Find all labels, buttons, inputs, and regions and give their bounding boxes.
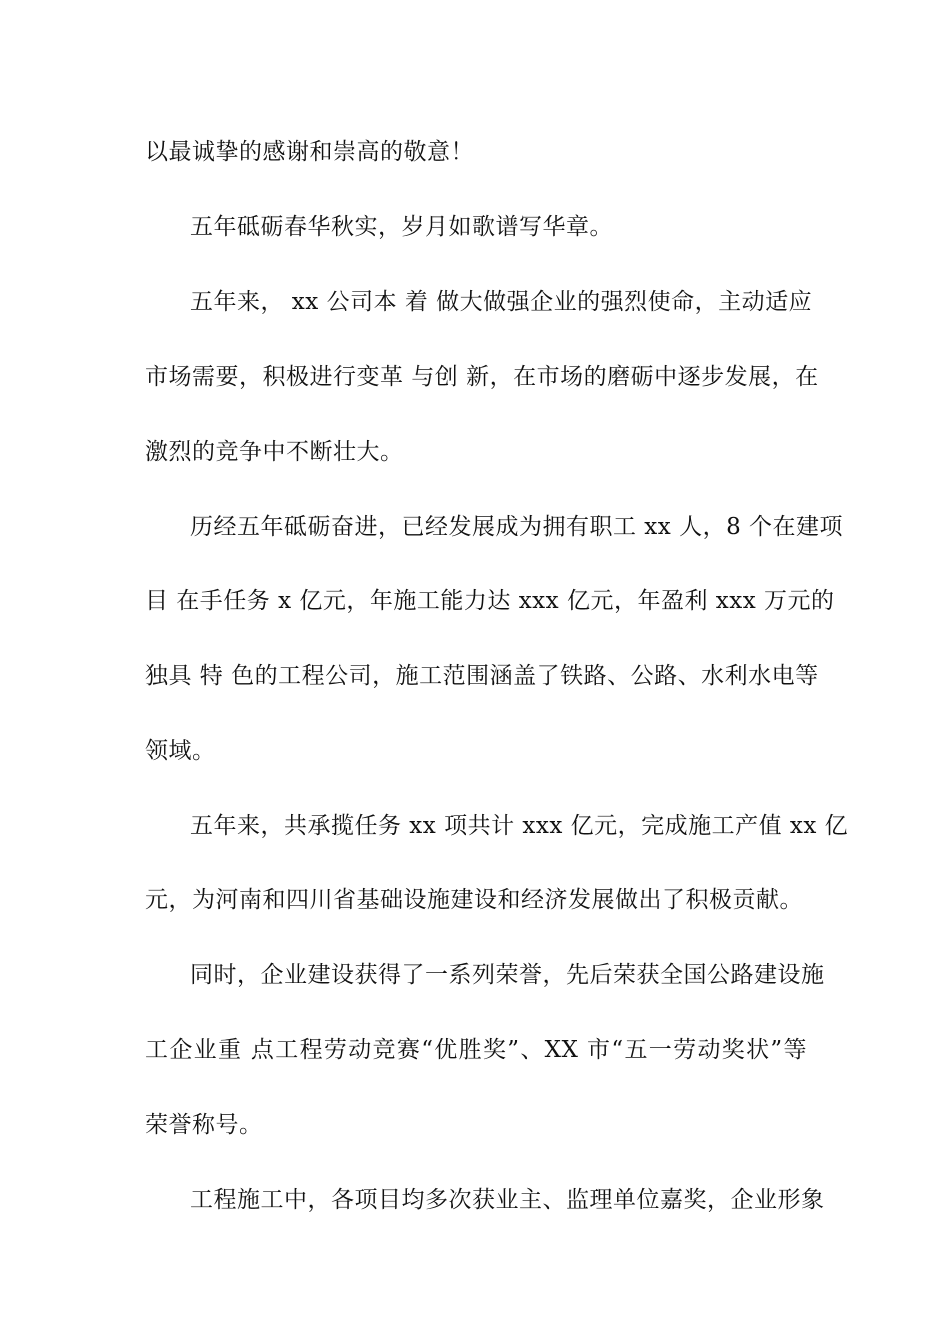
text-line: 五年来， xx 公司本 着 做大做强企业的强烈使命，主动适应 <box>190 289 813 315</box>
text-line: 五年来，共承揽任务 xx 项共计 xxx 亿元，完成施工产值 xx 亿 <box>190 813 849 839</box>
text-line: 以最诚挚的感谢和崇高的敬意！ <box>145 139 474 165</box>
text-line: 工程施工中，各项目均多次获业主、监理单位嘉奖，企业形象 <box>190 1187 825 1213</box>
text-line: 五年砥砺春华秋实，岁月如歌谱写华章。 <box>190 214 613 240</box>
text-line: 目 在手任务 x 亿元，年施工能力达 xxx 亿元，年盈利 xxx 万元的 <box>145 588 835 614</box>
text-line: 荣誉称号。 <box>145 1112 263 1138</box>
text-line: 领域。 <box>145 738 216 764</box>
text-line: 元，为河南和四川省基础设施建设和经济发展做出了积极贡献。 <box>145 887 803 913</box>
text-line: 历经五年砥砺奋进，已经发展成为拥有职工 xx 人，8 个在建项 <box>190 514 844 540</box>
text-line: 激烈的竞争中不断壮大。 <box>145 439 404 465</box>
text-line: 独具 特 色的工程公司，施工范围涵盖了铁路、公路、水利水电等 <box>145 663 819 689</box>
text-line: 市场需要，积极进行变革 与创 新，在市场的磨砺中逐步发展，在 <box>145 364 819 390</box>
text-line: 同时，企业建设获得了一系列荣誉，先后荣获全国公路建设施 <box>190 962 825 988</box>
text-line: 工企业重 点工程劳动竞赛“优胜奖”、XX 市“五一劳动奖状”等 <box>145 1037 807 1063</box>
